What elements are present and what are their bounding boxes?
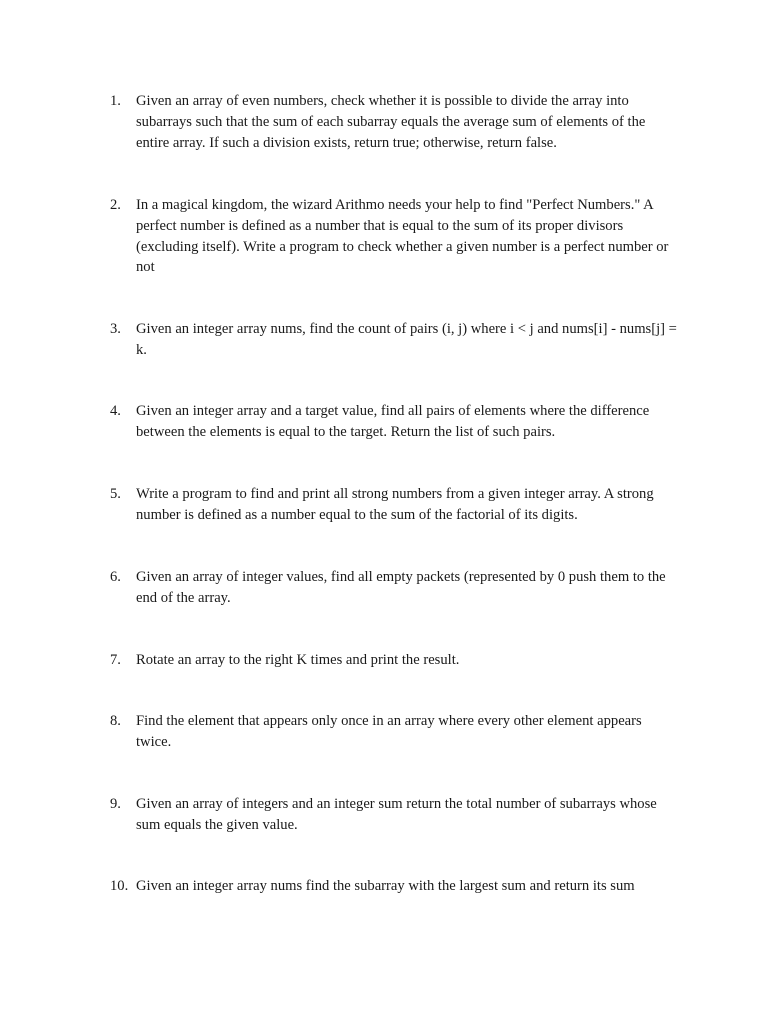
question-item <box>110 401 680 443</box>
question-text: Given an array of even numbers, check whether it is possible to divide the array into subarrays such that the sum of each subarray equals the average sum of elements of the entire array. If such a division exists, return true; otherwise, return false. <box>136 93 646 151</box>
question-text: Given an integer array nums, find the count of pairs (i, j) where i < j and nums[i] - nums[j] = k. <box>136 321 677 358</box>
question-item <box>110 794 680 836</box>
question-text: Find the element that appears only once in an array where every other element appears twice. <box>136 713 642 750</box>
question-text: Given an integer array nums find the subarray with the largest sum and return its sum <box>136 878 635 894</box>
question-text: Rotate an array to the right K times and print the result. <box>136 652 460 668</box>
question-item <box>110 195 680 278</box>
question-text: Given an array of integer values, find all empty packets (represented by 0 push them to the end of the array. <box>136 569 666 606</box>
question-number: 3. <box>110 321 121 337</box>
question-text: Given an array of integers and an integer sum return the total number of subarrays whose sum equals the given value. <box>136 796 657 833</box>
question-item <box>110 91 680 153</box>
question-number: 9. <box>110 796 121 812</box>
question-item <box>110 319 680 361</box>
question-text: In a magical kingdom, the wizard Arithmo needs your help to find "Perfect Numbers." A perfect number is defined as a number that is equal to the sum of its proper divisors (excluding itself). Write a program to check whether a given number is a perfect number or not <box>136 197 669 276</box>
question-number: 1. <box>110 93 121 109</box>
question-text: Given an integer array and a target value, find all pairs of elements where the difference between the elements is equal to the target. Return the list of such pairs. <box>136 403 650 440</box>
question-item <box>110 650 680 671</box>
question-number: 10. <box>110 878 129 894</box>
question-number: 7. <box>110 652 121 668</box>
question-item <box>110 876 680 897</box>
question-text: Write a program to find and print all strong numbers from a given integer array. A strong number is defined as a number equal to the sum of the factorial of its digits. <box>136 486 654 523</box>
question-number: 2. <box>110 197 121 213</box>
question-number: 4. <box>110 403 121 419</box>
question-item <box>110 567 680 609</box>
question-number: 8. <box>110 713 121 729</box>
question-item <box>110 711 680 753</box>
question-number: 5. <box>110 486 121 502</box>
question-number: 6. <box>110 569 121 585</box>
question-item <box>110 484 680 526</box>
